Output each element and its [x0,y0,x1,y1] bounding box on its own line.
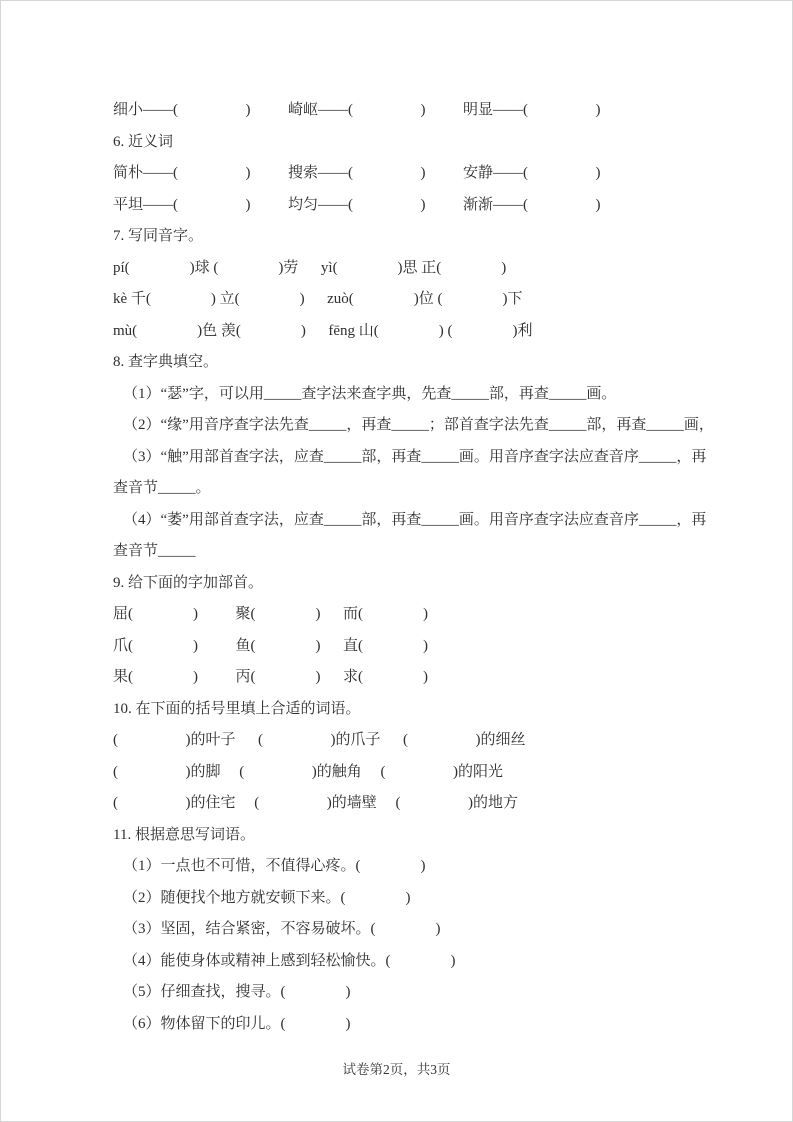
q11-item-2: （2）随便找个地方就安顿下来。( ) [123,889,411,906]
q9-heading: 9. 给下面的字加部首。 [113,574,264,591]
q10-heading: 10. 在下面的括号里填上合适的词语。 [113,700,361,717]
q9-radical-row-3: 果( ) 丙( ) 求( ) [113,669,428,685]
q11-item-4: （4）能使身体或精神上感到轻松愉快。( ) [123,952,456,969]
q8-item-4-line-1: （4）“萎”用部首查字法，应查_____部，再查_____画。用音序查字法应查音序_____，再 [123,511,707,528]
q8-item-3-line-2: 查音节_____。 [113,480,211,496]
q5-antonym-row-3: 细小——( ) 崎岖——( ) 明显——( ) [113,102,601,118]
q10-phrase-row-3: ( )的住宅 ( )的墙壁 ( )的地方 [113,795,518,811]
q11-item-1: （1）一点也不可惜，不值得心疼。( ) [123,858,426,874]
q11-item-5: （5）仔细查找，搜寻。( ) [123,984,351,1000]
q8-item-3-line-1: （3）“触”用部首查字法，应查_____部，再查_____画。用音序查字法应查音序_____，再 [123,448,707,465]
q8-item-1: （1）“瑟”字，可以用_____查字法来查字典，先查_____部，再查_____画。 [123,385,617,402]
q7-homophone-row-mu-feng: mù( )色 羡( ) fēng 山( ) ( )利 [113,322,533,339]
q6-synonym-row-1: 简朴——( ) 搜索——( ) 安静——( ) [113,165,601,181]
exam-content [113,95,763,1040]
q11-item-3: （3）坚固，结合紧密，不容易破坏。( ) [123,921,441,937]
page-footer: 试卷第2页，共3页 [342,1062,451,1077]
q8-item-2: （2）“缘”用音序查字法先查_____，再查_____；部首查字法先查_____部，再查_____画， [123,417,714,433]
q6-synonym-row-2: 平坦——( ) 均匀——( ) 渐渐——( ) [113,196,601,213]
q10-phrase-row-2: ( )的脚 ( )的触角 ( )的阳光 [113,763,503,780]
q9-radical-row-2: 爪( ) 鱼( ) 直( ) [113,637,428,654]
q7-homophone-row-ke-zuo: kè 千( ) 立( ) zuò( )位 ( )下 [113,291,523,307]
q8-item-4-line-2: 查音节_____ [113,543,196,559]
q7-heading: 7. 写同音字。 [113,228,204,244]
q7-homophone-row-pi: pí( )球 ( )劳 yì( )思 正( ) [113,259,507,276]
q10-phrase-row-1: ( )的叶子 ( )的爪子 ( )的细丝 [113,732,526,748]
q11-heading: 11. 根据意思写词语。 [113,826,255,843]
q9-radical-row-1: 屈( ) 聚( ) 而( ) [113,606,428,622]
q8-heading: 8. 查字典填空。 [113,354,219,370]
q11-item-6: （6）物体留下的印儿。( ) [123,1015,351,1032]
q6-heading: 6. 近义词 [113,133,174,150]
